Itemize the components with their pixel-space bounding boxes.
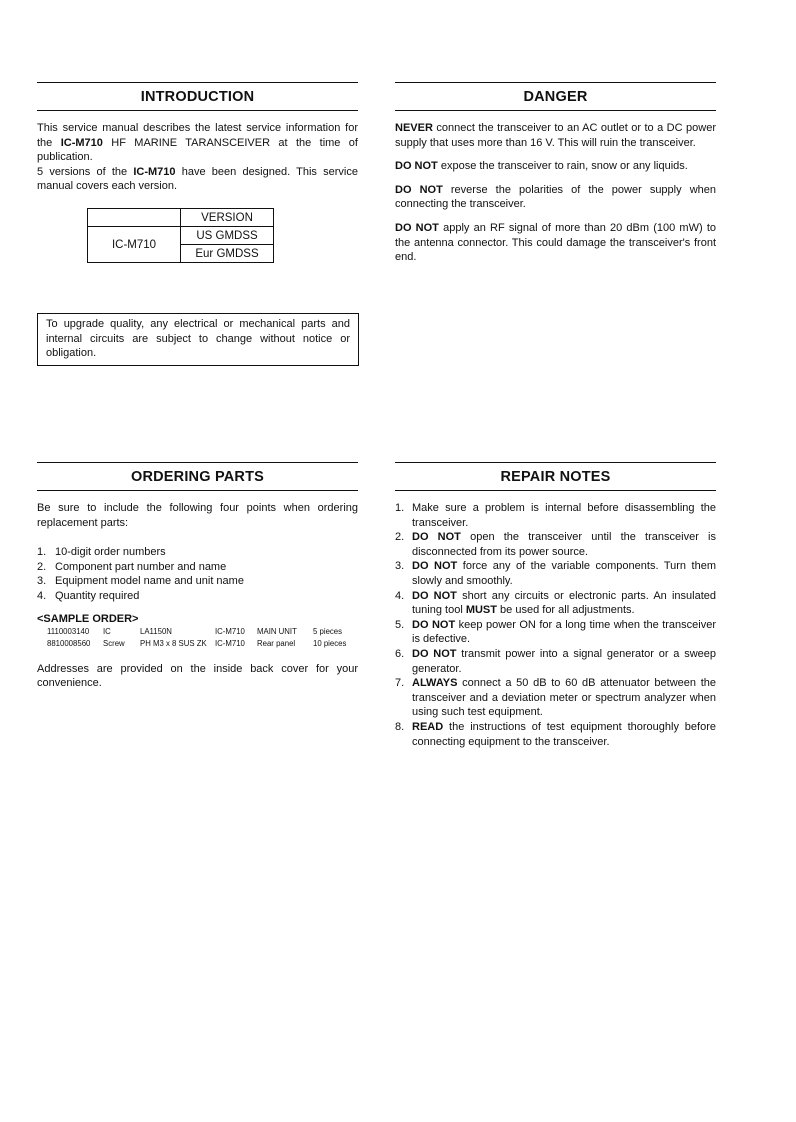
sample-order-row: 1110003140 IC LA1150N IC-M710 MAIN UNIT 5 pieces [47,626,343,636]
sample-order-title: <SAMPLE ORDER> [37,612,139,625]
list-item: 1. 10-digit order numbers [37,546,166,559]
danger-section [395,82,716,265]
ordering-parts-section [37,462,358,691]
list-item: 5. DO NOT keep power ON for a long time when the transceiver is defective. [395,618,716,646]
repair-notes-heading: REPAIR NOTES [395,462,716,491]
introduction-section [37,82,358,260]
ordering-parts-heading: ORDERING PARTS [37,462,358,491]
list-item: 1. Make sure a problem is internal before disassembling the transceiver. [395,502,716,529]
version-table-header: VERSION [181,209,274,227]
danger-heading: DANGER [395,82,716,111]
danger-item: NEVER connect the transceiver to an AC outlet or to a DC power supply that uses more than 16 V. This will ruin the transceiver. [395,122,716,149]
version-eur-gmdss: Eur GMDSS [181,245,274,263]
sample-order-row: 8810008560 Screw PH M3 x 8 SUS ZK IC-M710 Rear panel 10 pieces [47,638,347,648]
change-notice-box: To upgrade quality, any electrical or mechanical parts and internal circuits are subject to change without notice or obligation. [37,313,359,366]
version-table-model: IC-M710 [88,227,181,263]
version-us-gmdss: US GMDSS [181,227,274,245]
list-item: 3. Equipment model name and unit name [37,575,244,588]
danger-item: DO NOT expose the transceiver to rain, snow or any liquids. [395,160,688,173]
version-table-empty-cell [88,209,181,227]
repair-notes-section [395,462,716,749]
danger-item: DO NOT reverse the polarities of the power supply when connecting the transceiver. [395,183,716,211]
ordering-closing: Addresses are provided on the inside back cover for your convenience. [37,662,358,690]
list-item: 7. ALWAYS connect a 50 dB to 60 dB attenuator between the transceiver and a deviation meter or spectrum analyzer when using such test equipment. [395,677,716,719]
list-item: 4. DO NOT short any circuits or electronic parts. An insulated tuning tool MUST be used for all adjustments. [395,589,716,617]
list-item: 8. READ the instructions of test equipment thoroughly before connecting equipment to the transceiver. [395,720,716,748]
list-item: 6. DO NOT transmit power into a signal generator or a sweep generator. [395,647,717,675]
danger-item: DO NOT apply an RF signal of more than 20 dBm (100 mW) to the antenna connector. This could damage the transceiver's front end. [395,221,716,264]
list-item: 2. Component part number and name [37,560,227,573]
introduction-paragraph-1: This service manual describes the latest service information for the IC-M710 HF MARINE TARANSCEIVER at the time of publication. [37,122,358,164]
sample-order-table [37,626,358,650]
list-item: 3. DO NOT force any of the variable components. Turn them slowly and smoothly. [395,560,717,587]
list-item: 2. DO NOT open the transceiver until the transceiver is disconnected from its power source. [395,531,716,558]
ordering-points-list [37,545,358,603]
introduction-paragraph-2: 5 versions of the IC-M710 have been designed. This service manual covers each version. [37,165,358,193]
introduction-heading: INTRODUCTION [37,82,358,111]
version-table [87,208,274,263]
ordering-intro: Be sure to include the following four points when ordering replacement parts: [37,502,358,529]
repair-notes-list [395,501,716,749]
list-item: 4. Quantity required [37,589,140,602]
